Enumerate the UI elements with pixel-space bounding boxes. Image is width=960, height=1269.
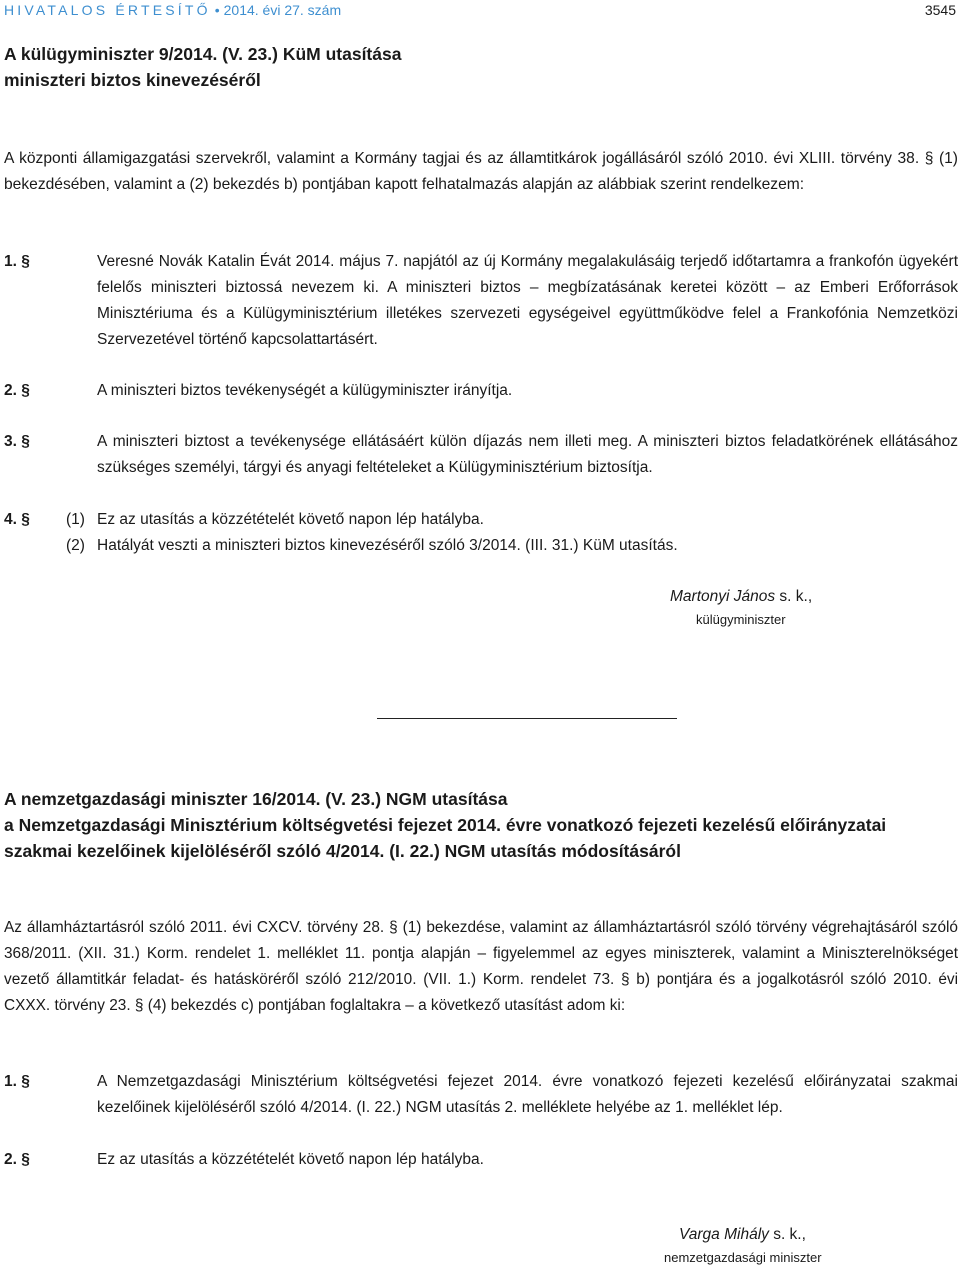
running-header (4, 2, 341, 18)
section-text: A Nemzetgazdasági Minisztérium költségvetési fejezet 2014. évre vonatkozó fejezeti kezelésű előirányzatai szakmai kezelőinek kijelöléséről szóló 4/2014. (I. 22.) NGM utasítás 2. melléklete helyébe az 1. melléklet lép. (97, 1073, 958, 1116)
subsection-number: (2) (66, 537, 85, 554)
section-text: Ez az utasítás a közzétételét követő napon lép hatályba. (97, 1151, 484, 1168)
bullet-separator: • (214, 2, 220, 18)
instruction2-title-line2: a Nemzetgazdasági Minisztérium költségvetési fejezet 2014. évre vonatkozó fejezeti kezelésű előirányzatai (4, 815, 887, 835)
section-text: Veresné Novák Katalin Évát 2014. május 7. napjától az új Kormány megalakulásáig terjedő időtartamra a frankofón ügyekért felelős miniszteri biztossá nevezem ki. A miniszteri biztos – megbízatásának keretei között – az Emberi Erőforrások Minisztériuma és a Külügyminisztérium illetékes szervezeti egységeivel együttműködve felel a Frankofónia Nemzetközi Szervezetével történő kapcsolattartásért. (97, 253, 958, 348)
issue-date: 2014. évi 27. szám (223, 2, 342, 18)
journal-name: HIVATALOS ÉRTESÍTŐ (4, 2, 211, 18)
signature-name (679, 1226, 806, 1244)
subsection-text: Ez az utasítás a közzétételét követő napon lép hatályba. (97, 511, 484, 528)
section-number: 1. § (4, 1073, 30, 1090)
section-number: 2. § (4, 382, 30, 399)
section-text: A miniszteri biztost a tevékenysége ellátásáért külön díjazás nem illeti meg. A miniszteri biztos feladatkörének ellátásához szükséges személyi, tárgyi és anyagi feltételeket a Külügyminisztérium biztosítja. (97, 433, 958, 476)
section-number: 3. § (4, 433, 30, 450)
instruction2-title-line3: szakmai kezelőinek kijelöléséről szóló 4/2014. (I. 22.) NGM utasítás módosításáról (4, 841, 681, 861)
instruction2-title-line1: A nemzetgazdasági miniszter 16/2014. (V. 23.) NGM utasítása (4, 789, 508, 809)
signature-title: nemzetgazdasági miniszter (664, 1250, 822, 1265)
instruction1-title-line1: A külügyminiszter 9/2014. (V. 23.) KüM utasítása (4, 44, 402, 64)
section-number: 2. § (4, 1151, 30, 1168)
signer-name-text: Varga Mihály (679, 1226, 769, 1243)
page-number: 3545 (924, 2, 956, 18)
section-number: 1. § (4, 253, 30, 270)
signature-name (670, 588, 812, 606)
signer-sk: s. k., (768, 1226, 806, 1243)
signer-sk: s. k., (775, 588, 813, 605)
separator-rule (377, 718, 677, 719)
instruction2-intro: Az államháztartásról szóló 2011. évi CXCV. törvény 28. § (1) bekezdése, valamint az államháztartásról szóló törvény végrehajtásáról szóló 368/2011. (XII. 31.) Korm. rendelet 1. melléklet 11. pontja alapján – figyelemmel az egyes miniszterek, valamint a Miniszterelnökséget vezető államtitkár feladat- és hatásköréről szóló 212/2010. (VII. 1.) Korm. rendelet 73. § b) pontjára és a jogalkotásról szóló 2010. évi CXXX. törvény 23. § (4) bekezdés c) pontjában foglaltakra – a következő utasítást adom ki: (4, 919, 958, 1014)
subsection-number: (1) (66, 511, 85, 528)
signature-title: külügyminiszter (696, 612, 786, 627)
instruction1-intro: A központi államigazgatási szervekről, valamint a Kormány tagjai és az államtitkárok jogállásáról szóló 2010. évi XLIII. törvény 38. § (1) bekezdésében, valamint a (2) bekezdés b) pontjában kapott felhatalmazás alapján az alábbiak szerint rendelkezem: (4, 150, 958, 193)
section-number: 4. § (4, 511, 30, 528)
signer-name-text: Martonyi János (670, 588, 776, 605)
section-text: A miniszteri biztos tevékenységét a külügyminiszter irányítja. (97, 382, 513, 399)
subsection-text: Hatályát veszti a miniszteri biztos kinevezéséről szóló 3/2014. (III. 31.) KüM utasítás. (97, 537, 678, 554)
instruction1-title-line2: miniszteri biztos kinevezéséről (4, 70, 261, 90)
